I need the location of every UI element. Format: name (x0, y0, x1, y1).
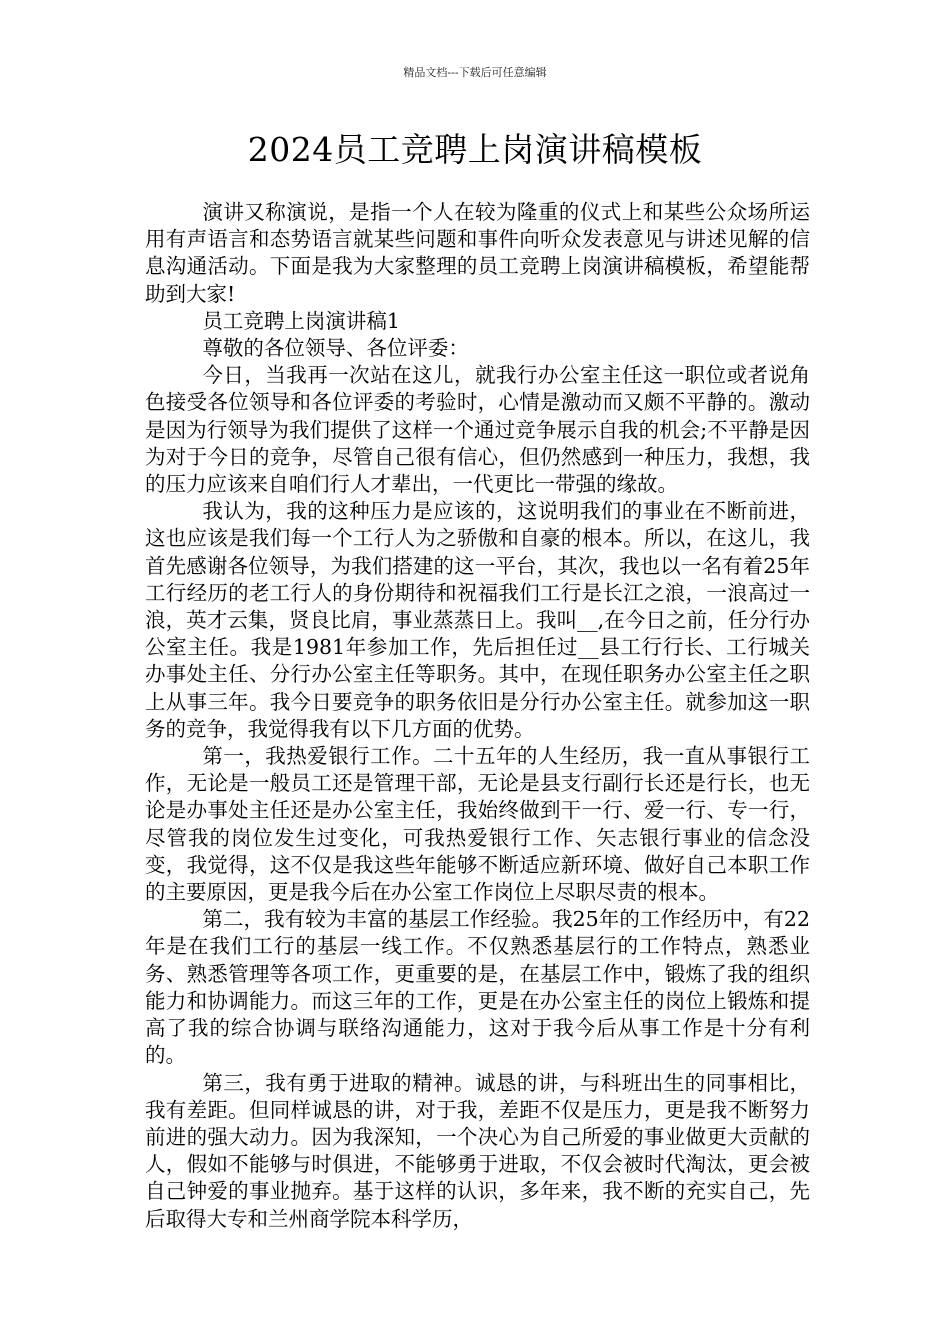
document-body (145, 199, 810, 1233)
speech-heading: 员工竞聘上岗演讲稿1 (202, 308, 400, 333)
salutation: 尊敬的各位领导、各位评委： (202, 336, 469, 361)
body-paragraph: 第二，我有较为丰富的基层工作经验。我25年的工作经历中，有22年是在我们工行的基层一线工作。不仅熟悉基层行的工作特点，熟悉业务、熟悉管理等各项工作，更重要的是，在基层工作中，锻炼了我的组织能力和协调能力。而这三年的工作，更是在办公室主任的岗位上锻炼和提高了我的综合协调与联络沟通能力，这对于我今后从事工作是十分有利的。 (145, 907, 810, 1068)
body-paragraph: 第一，我热爱银行工作。二十五年的人生经历，我一直从事银行工作，无论是一般员工还是管理干部，无论是县支行副行长还是行长，也无论是办事处主任还是办公室主任，我始终做到干一行、爱一行、专一行，尽管我的岗位发生过变化，可我热爱银行工作、矢志银行事业的信念没变，我觉得，这不仅是我这些年能够不断适应新环境、做好自己本职工作的主要原因，更是我今后在办公室工作岗位上尽职尽责的根本。 (145, 744, 810, 905)
body-paragraph: 今日，当我再一次站在这儿，就我行办公室主任这一职位或者说角色接受各位领导和各位评委的考验时，心情是激动而又颇不平静的。激动是因为行领导为我们提供了这样一个通过竞争展示自我的机会;不平静是因为对于今日的竞争，尽管自己很有信心，但仍然感到一种压力，我想，我的压力应该来自咱们行人才辈出，一代更比一带强的缘故。 (145, 363, 810, 497)
page-header-note: 精品文档---下载后可任意编辑 (403, 66, 547, 79)
intro-paragraph: 演讲又称演说，是指一个人在较为隆重的仪式上和某些公众场所运用有声语言和态势语言就某些问题和事件向听众发表意见与讲述见解的信息沟通活动。下面是我为大家整理的员工竞聘上岗演讲稿模板，希望能帮助到大家! (145, 200, 810, 306)
document-title: 2024员工竞聘上岗演讲稿模板 (247, 130, 703, 169)
body-paragraph: 我认为，我的这种压力是应该的，这说明我们的事业在不断前进，这也应该是我们每一个工行人为之骄傲和自豪的根本。所以，在这儿，我首先感谢各位领导，为我们搭建的这一平台，其次，我也以一名有着25年工行经历的老工行人的身份期待和祝福我们工行是长江之浪，一浪高过一浪，英才云集，贤良比肩，事业蒸蒸日上。我叫__,在今日之前，任分行办公室主任。我是1981年参加工作，先后担任过__县工行行长、工行城关办事处主任、分行办公室主任等职务。其中，在现任职务办公室主任之职上从事三年。我今日要竞争的职务依旧是分行办公室主任。就参加这一职务的竞争，我觉得我有以下几方面的优势。 (145, 499, 810, 741)
body-paragraph: 第三，我有勇于进取的精神。诚恳的讲，与科班出生的同事相比，我有差距。但同样诚恳的讲，对于我，差距不仅是压力，更是我不断努力前进的强大动力。因为我深知，一个决心为自己所爱的事业做更大贡献的人，假如不能够与时俱进，不能够勇于进取，不仅会被时代淘汰，更会被自己钟爱的事业抛弃。基于这样的认识，多年来，我不断的充实自己，先后取得大专和兰州商学院本科学历， (145, 1070, 810, 1231)
